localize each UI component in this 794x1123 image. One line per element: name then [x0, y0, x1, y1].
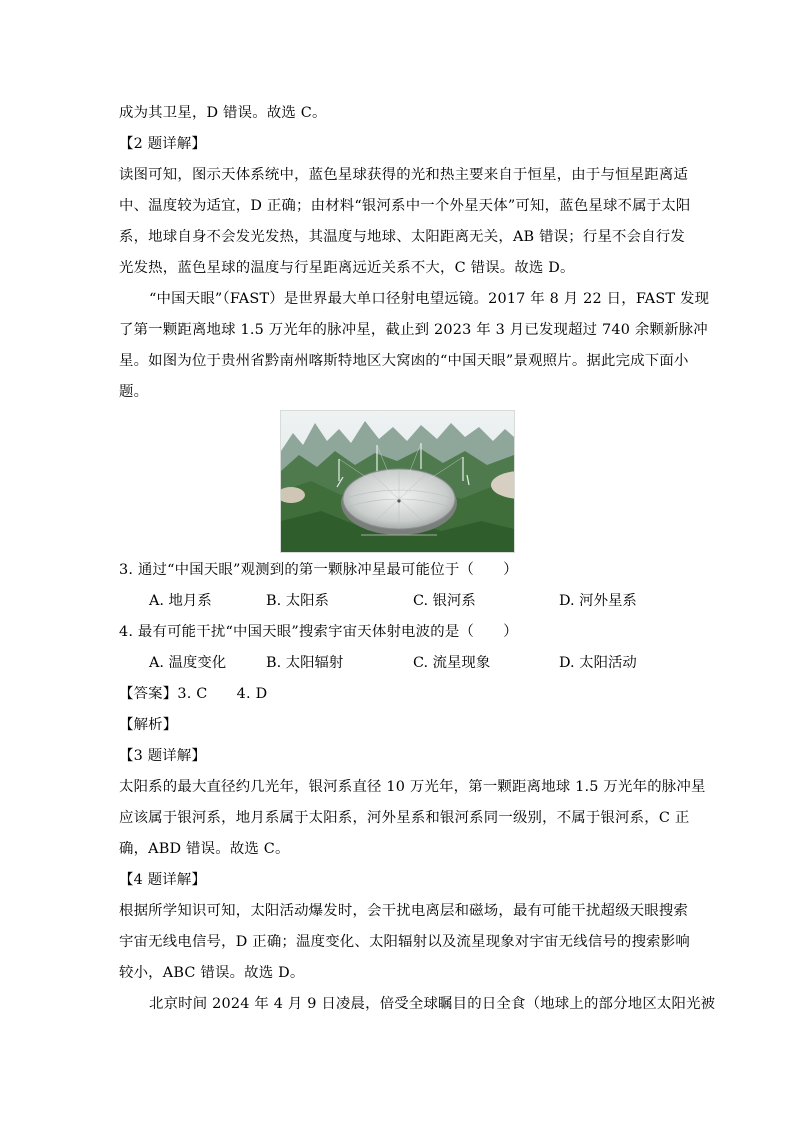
q3-option-a: A. 地月系 — [149, 593, 212, 609]
paragraph-line: 系，地球自身不会发光发热，其温度与地球、太阳距离无关，AB 错误；行星不会自行发 — [119, 229, 685, 245]
paragraph-line: 应该属于银河系，地月系属于太阳系，河外星系和银河系同一级别，不属于银河系，C 正 — [119, 810, 690, 826]
question-3: 3. 通过“中国天眼”观测到的第一颗脉冲星最可能位于（ ） — [119, 562, 518, 578]
question-4: 4. 最有可能干扰“中国天眼”搜索宇宙天体射电波的是（ ） — [119, 624, 518, 640]
q4-option-d: D. 太阳活动 — [559, 655, 637, 671]
paragraph-line: 根据所学知识可知，太阳活动爆发时，会干扰电离层和磁场，最有可能干扰超级天眼搜索 — [119, 903, 689, 919]
paragraph-line: 确，ABD 错误。故选 C。 — [119, 841, 290, 857]
paragraph-line: 星。如图为位于贵州省黔南州喀斯特地区大窝凼的“中国天眼”景观照片。据此完成下面小 — [119, 353, 689, 369]
section-heading: 【3 题详解】 — [119, 748, 207, 764]
section-heading: 【2 题详解】 — [119, 136, 207, 152]
q4-option-c: C. 流星现象 — [413, 655, 491, 671]
q3-option-d: D. 河外星系 — [559, 593, 637, 609]
q3-option-c: C. 银河系 — [413, 593, 476, 609]
section-heading: 【4 题详解】 — [119, 872, 207, 888]
paragraph-line: 了第一颗距离地球 1.5 万光年的脉冲星，截止到 2023 年 3 月已发现超过 740 余颗新脉冲 — [119, 322, 708, 338]
paragraph-line: 较小，ABC 错误。故选 D。 — [119, 965, 305, 981]
paragraph-line: 北京时间 2024 年 4 月 9 日凌晨，倍受全球瞩目的日全食（地球上的部分地区太阳光被 — [149, 996, 716, 1012]
paragraph-line: 读图可知，图示天体系统中，蓝色星球获得的光和热主要来自于恒星，由于与恒星距离适 — [119, 167, 689, 183]
fast-telescope-photo — [280, 410, 515, 553]
paragraph-line: “中国天眼”（FAST）是世界最大单口径射电望远镜。2017 年 8 月 22 日，FAST 发现 — [149, 291, 710, 307]
q3-option-b: B. 太阳系 — [266, 593, 329, 609]
paragraph-line: 题。 — [119, 384, 149, 400]
paragraph-line: 太阳系的最大直径约几光年，银河系直径 10 万光年，第一颗距离地球 1.5 万光年的脉冲星 — [119, 779, 706, 795]
paragraph-line: 宇宙无线电信号，D 正确；温度变化、太阳辐射以及流星现象对宇宙无线信号的搜索影响 — [119, 934, 690, 950]
paragraph-line: 光发热，蓝色星球的温度与行星距离远近关系不大，C 错误。故选 D。 — [119, 260, 575, 276]
analysis-heading: 【解析】 — [119, 717, 178, 733]
q4-option-a: A. 温度变化 — [149, 655, 227, 671]
paragraph-line: 成为其卫星，D 错误。故选 C。 — [119, 105, 327, 121]
answer-line: 【答案】3. C 4. D — [119, 686, 268, 702]
q4-option-b: B. 太阳辐射 — [266, 655, 344, 671]
paragraph-line: 中、温度较为适宜，D 正确；由材料“银河系中一个外星天体”可知，蓝色星球不属于太阳 — [119, 198, 691, 214]
